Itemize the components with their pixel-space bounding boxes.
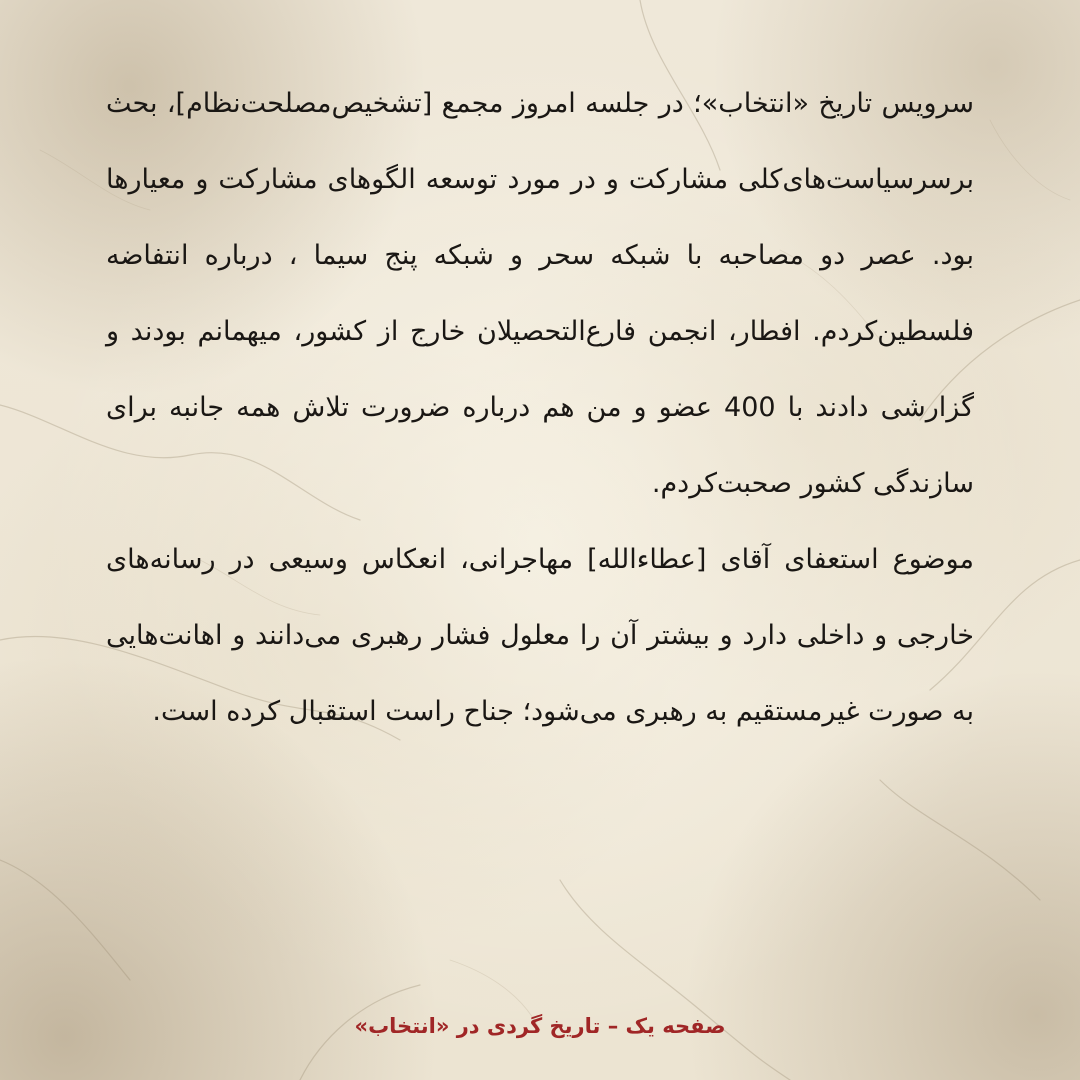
footer-caption: صفحه یک – تاریخ گردی در «انتخاب»	[354, 1014, 726, 1038]
paragraph-1: سرویس تاریخ «انتخاب»؛ در جلسه امروز مجمع [تشخیص‌مصلحت‌نظام]، بحث برسرسیاست‌های‌کلی مشارکت و در مورد توسعه الگوهای مشارکت و معیارها بود. عصر دو مصاحبه با شبکه سحر و شبکه پنج سیما ، درباره انتفاضه فلسطین‌کردم. افطار، انجمن فارع‌التحصیلان خارج از کشور، میهمانم بودند و گزارشی دادند با 400 عضو و من هم درباره ضرورت تلاش همه جانبه برای سازندگی کشور صحبت‌کردم.	[106, 88, 974, 499]
paragraph-2: موضوع استعفای آقای [عطاءالله] مهاجرانی، انعکاس وسیعی در رسانه‌های خارجی و داخلی دارد و بیشتر آن را معلول فشار رهبری می‌دانند و اهانت‌هایی به صورت غیرمستقیم به رهبری می‌شود؛ جناح راست استقبال کرده است.	[106, 544, 974, 727]
article-body	[106, 66, 974, 750]
